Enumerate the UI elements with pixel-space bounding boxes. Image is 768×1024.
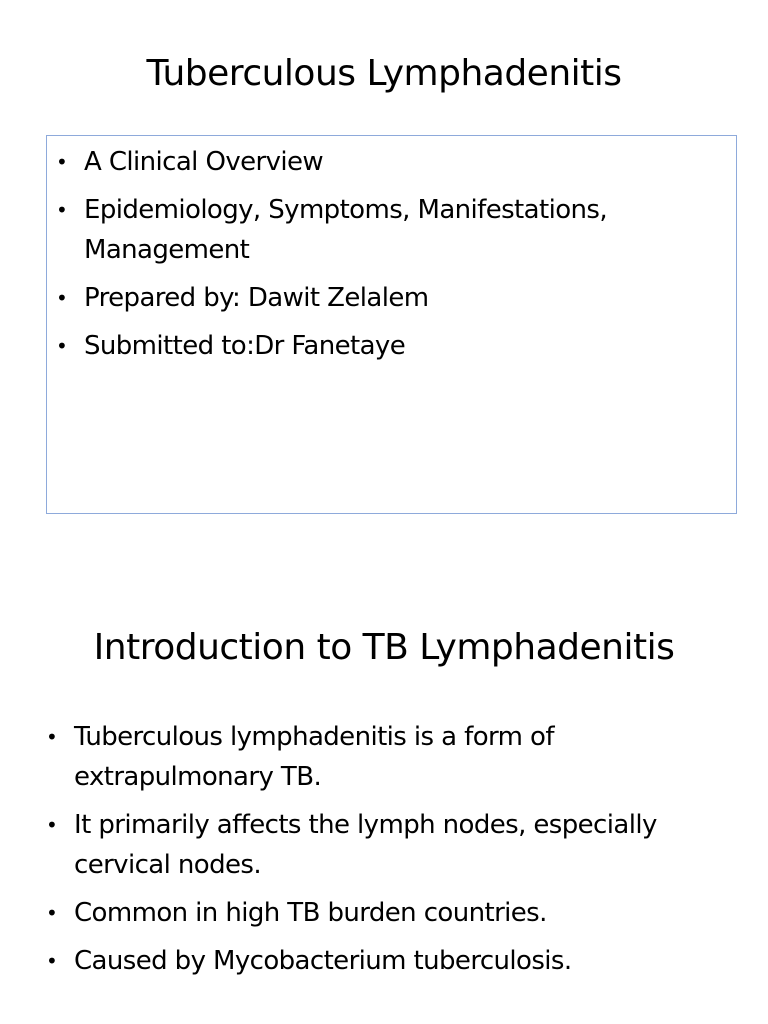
bullet-text: Caused by Mycobacterium tuberculosis. [74,946,572,976]
bullet-dot-icon: • [46,901,58,925]
bullet-text: Tuberculous lymphadenitis is a form of extrapulmonary TB. [74,722,554,792]
bullet-item [44,717,734,797]
bullet-item [54,190,724,270]
bullet-text: A Clinical Overview [84,147,324,177]
bullet-dot-icon: • [56,334,68,358]
slide-title: Tuberculous Lymphadenitis [146,53,622,94]
bullet-dot-icon: • [46,949,58,973]
bullet-list [44,717,734,989]
bullet-dot-icon: • [56,286,68,310]
introduction-slide [0,590,768,1024]
bullet-dot-icon: • [56,198,68,222]
bullet-text: Prepared by: Dawit Zelalem [84,283,429,313]
bullet-dot-icon: • [46,813,58,837]
bullet-text: It primarily affects the lymph nodes, especially cervical nodes. [74,810,657,880]
slide-title: Introduction to TB Lymphadenitis [93,627,675,668]
bullet-text: Common in high TB burden countries. [74,898,547,928]
bullet-list [54,142,724,374]
bullet-dot-icon: • [46,725,58,749]
bullet-item [44,805,734,885]
bullet-item [54,142,724,182]
bullet-text: Epidemiology, Symptoms, Manifestations, Management [84,195,607,265]
bullet-item [54,326,724,366]
bullet-text: Submitted to:Dr Fanetaye [84,331,406,361]
bullet-item [44,941,734,981]
bullet-item [54,278,724,318]
bullet-dot-icon: • [56,150,68,174]
bullet-item [44,893,734,933]
